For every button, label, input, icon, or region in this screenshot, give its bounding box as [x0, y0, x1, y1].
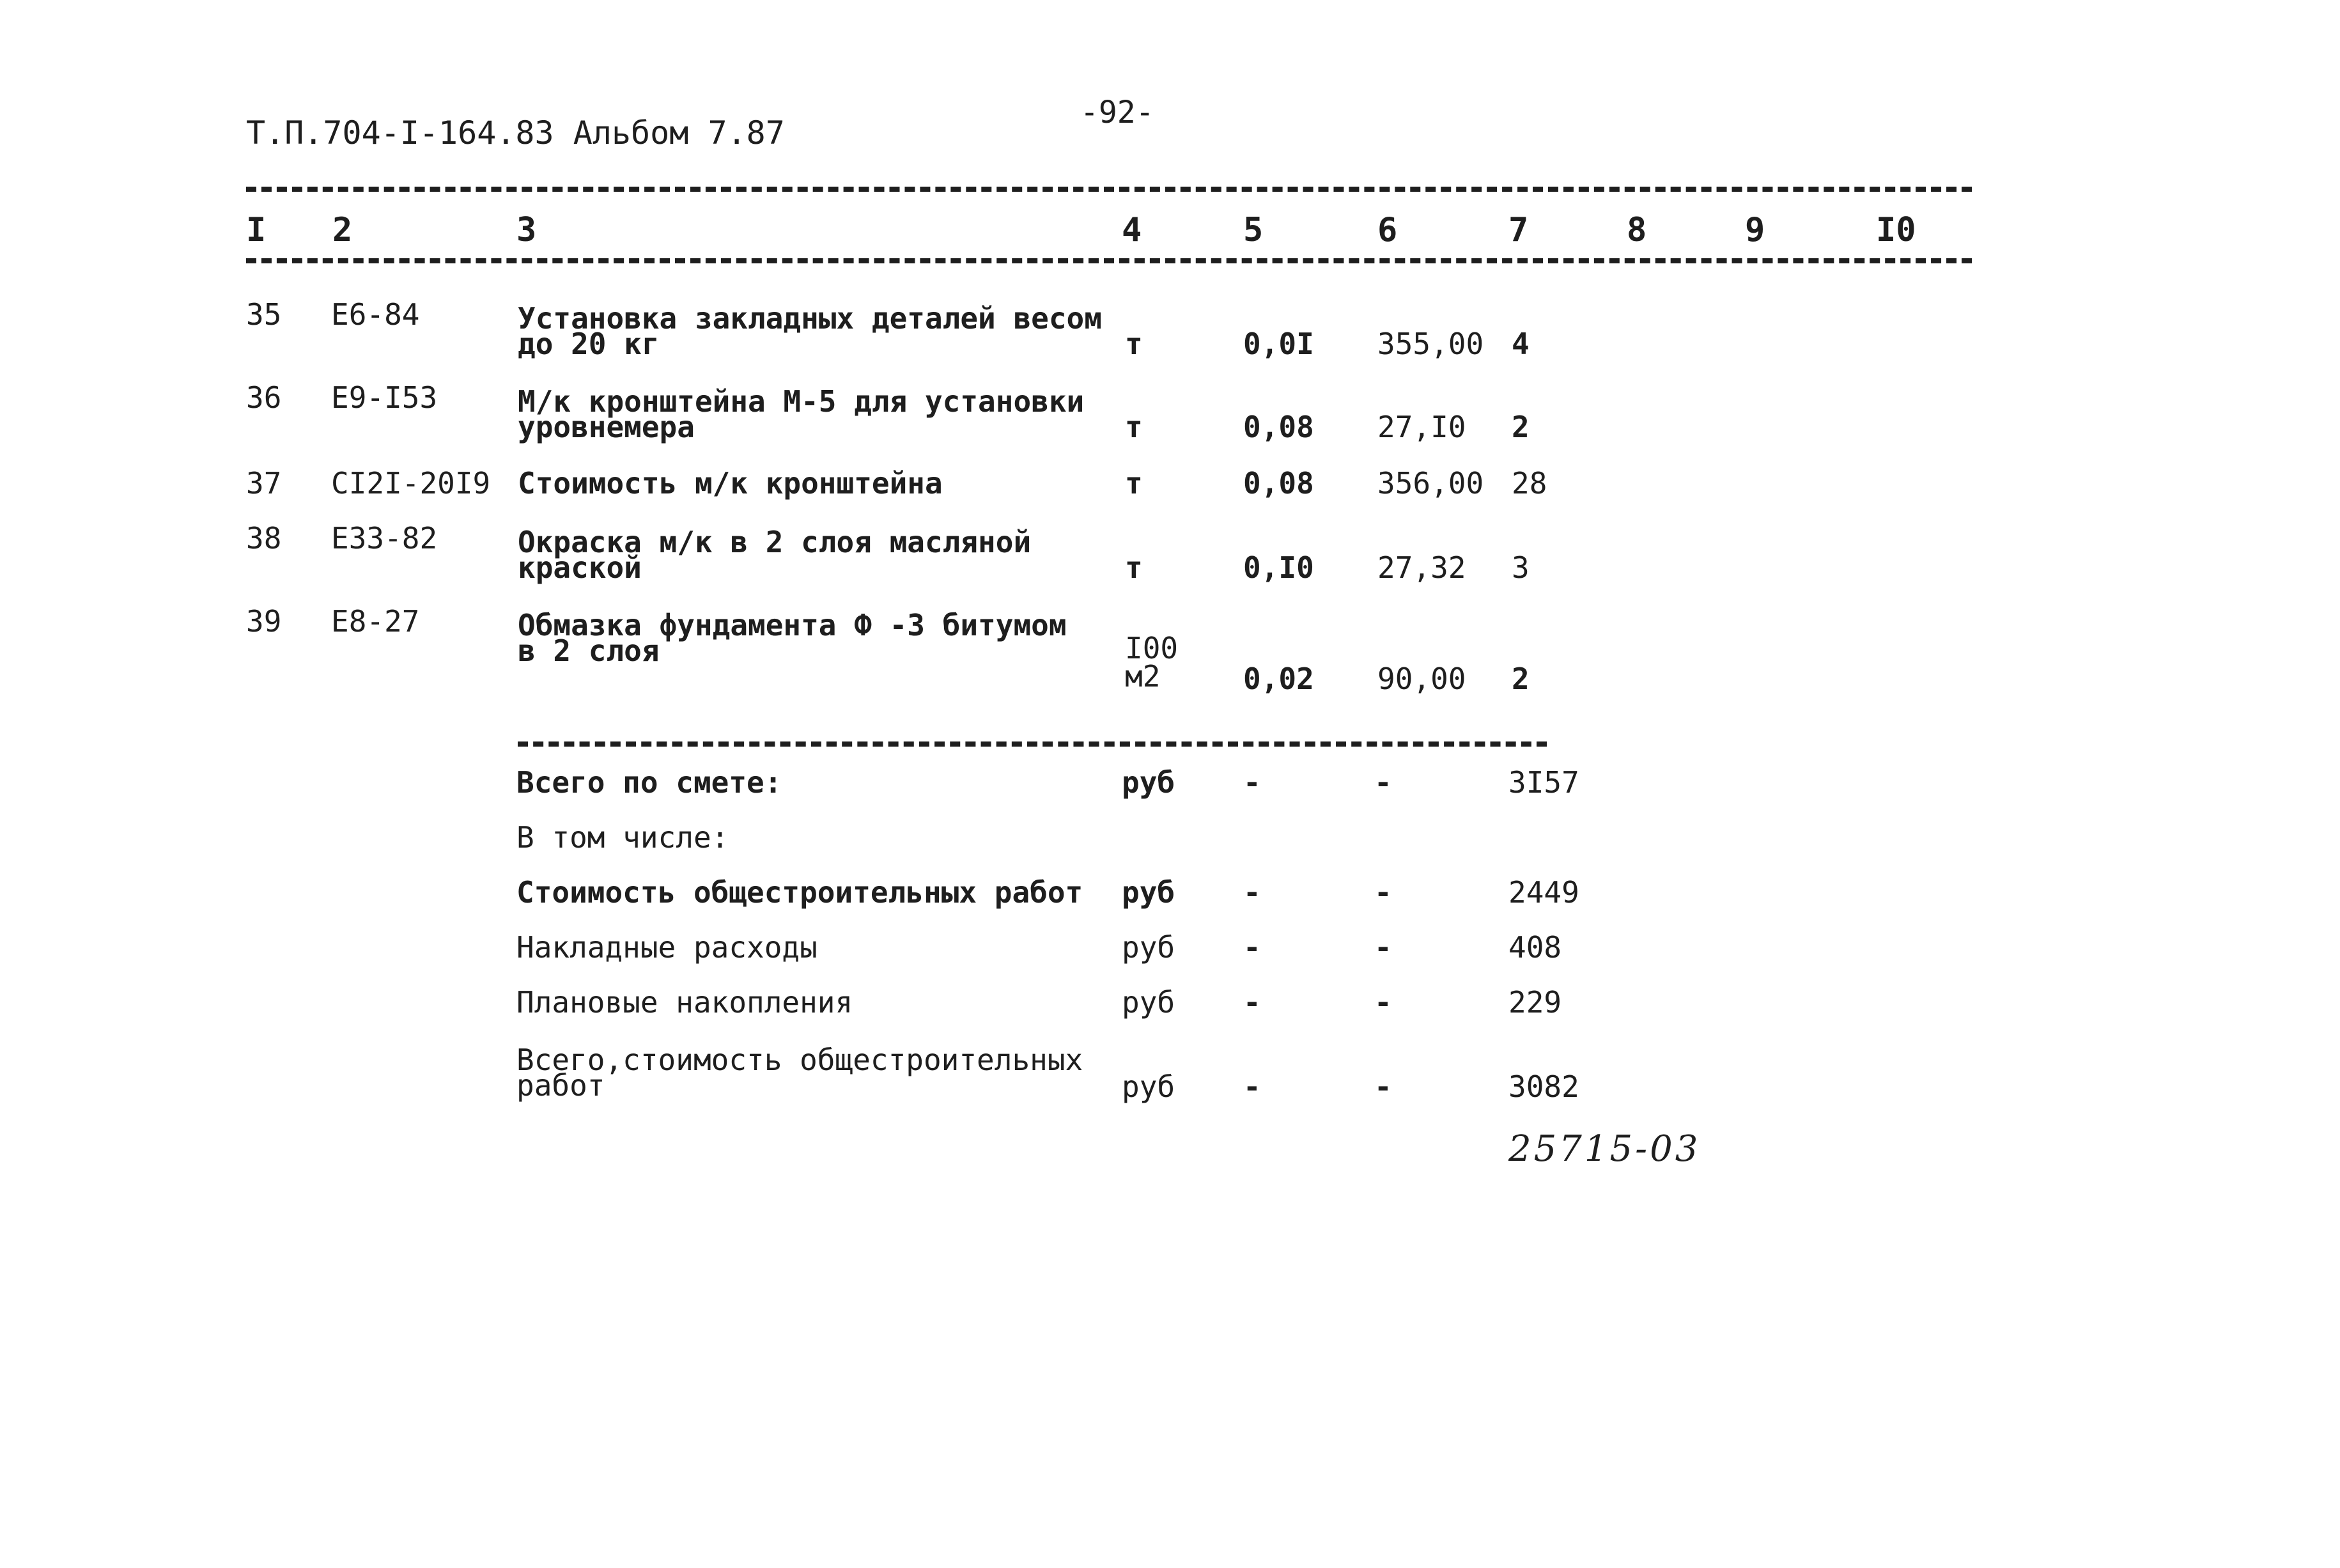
work-description: уровнемера: [518, 410, 695, 444]
unit: т: [1125, 550, 1143, 585]
page-number: -92-: [1080, 95, 1154, 130]
summary-description: Плановые накопления: [516, 985, 853, 1020]
column-number: 7: [1508, 211, 1529, 249]
work-description: краской: [518, 550, 642, 585]
summary-description: работ: [516, 1068, 605, 1103]
summary-price: -: [1374, 1069, 1392, 1104]
column-number: 4: [1122, 211, 1142, 249]
summary-price: -: [1374, 875, 1392, 910]
total: 2: [1512, 410, 1530, 444]
summary-unit: руб: [1122, 1069, 1175, 1104]
work-description: Установка закладных деталей весом: [518, 301, 1102, 336]
unit: I00: [1125, 631, 1179, 665]
norm-code: Е6-84: [331, 297, 420, 332]
work-description: М/к кронштейна М-5 для установки: [518, 384, 1085, 419]
total: 4: [1512, 327, 1530, 361]
summary-price: -: [1374, 985, 1392, 1020]
summary-description: Всего,стоимость общестроительных: [516, 1043, 1083, 1077]
handwritten-number: 25715-03: [1508, 1128, 1701, 1170]
column-number: 5: [1243, 211, 1264, 249]
summary-qty: -: [1243, 930, 1261, 965]
summary-description: Стоимость общестроительных работ: [516, 875, 1083, 910]
unit-price: 27,32: [1377, 550, 1466, 585]
summary-divider: [518, 741, 1547, 747]
quantity: 0,02: [1243, 662, 1314, 696]
column-number: 8: [1627, 211, 1647, 249]
summary-description: Накладные расходы: [516, 930, 817, 965]
summary-qty: -: [1243, 1069, 1261, 1104]
summary-price: -: [1374, 930, 1392, 965]
column-number: 2: [332, 211, 353, 249]
row-number: 39: [246, 604, 282, 639]
summary-qty: -: [1243, 765, 1261, 800]
summary-unit: руб: [1122, 930, 1175, 965]
column-number: 9: [1745, 211, 1765, 249]
document-reference: Т.П.704-I-164.83 Альбом 7.87: [246, 114, 785, 151]
norm-code: Е33-82: [331, 521, 438, 555]
unit: м2: [1125, 659, 1161, 694]
column-number: 3: [516, 211, 537, 249]
total: 2: [1512, 662, 1530, 696]
column-number: I0: [1876, 211, 1916, 249]
unit: т: [1125, 327, 1143, 361]
unit-price: 355,00: [1377, 327, 1484, 361]
summary-unit: руб: [1122, 765, 1175, 800]
summary-qty: -: [1243, 985, 1261, 1020]
quantity: 0,08: [1243, 410, 1314, 444]
summary-description: Всего по смете:: [516, 765, 782, 800]
row-number: 36: [246, 380, 282, 415]
work-description: в 2 слоя: [518, 633, 660, 668]
total: 28: [1512, 466, 1547, 501]
summary-total: 3082: [1508, 1069, 1579, 1104]
work-description: до 20 кг: [518, 327, 660, 361]
quantity: 0,0I: [1243, 327, 1314, 361]
column-number: 6: [1377, 211, 1398, 249]
row-number: 37: [246, 466, 282, 501]
row-number: 35: [246, 297, 282, 332]
quantity: 0,08: [1243, 466, 1314, 501]
unit-price: 27,I0: [1377, 410, 1466, 444]
work-description: Окраска м/к в 2 слоя масляной: [518, 525, 1032, 559]
summary-qty: -: [1243, 875, 1261, 910]
norm-code: Е8-27: [331, 604, 420, 639]
summary-unit: руб: [1122, 875, 1175, 910]
header-bottom-divider: [246, 258, 1972, 263]
unit-price: 90,00: [1377, 662, 1466, 696]
summary-total: 3I57: [1508, 765, 1579, 800]
summary-total: 408: [1508, 930, 1562, 965]
summary-total: 229: [1508, 985, 1562, 1020]
summary-description: В том числе:: [516, 820, 729, 855]
unit-price: 356,00: [1377, 466, 1484, 501]
work-description: Обмазка фундамента Ф -3 битумом: [518, 608, 1067, 642]
norm-code: Е9-I53: [331, 380, 438, 415]
summary-unit: руб: [1122, 985, 1175, 1020]
row-number: 38: [246, 521, 282, 555]
work-description: Стоимость м/к кронштейна: [518, 466, 943, 501]
quantity: 0,I0: [1243, 550, 1314, 585]
unit: т: [1125, 410, 1143, 444]
column-number: I: [246, 211, 267, 249]
norm-code: CI2I-20I9: [331, 466, 491, 501]
unit: т: [1125, 466, 1143, 501]
summary-total: 2449: [1508, 875, 1579, 910]
summary-price: -: [1374, 765, 1392, 800]
total: 3: [1512, 550, 1530, 585]
table-top-divider: [246, 187, 1972, 192]
